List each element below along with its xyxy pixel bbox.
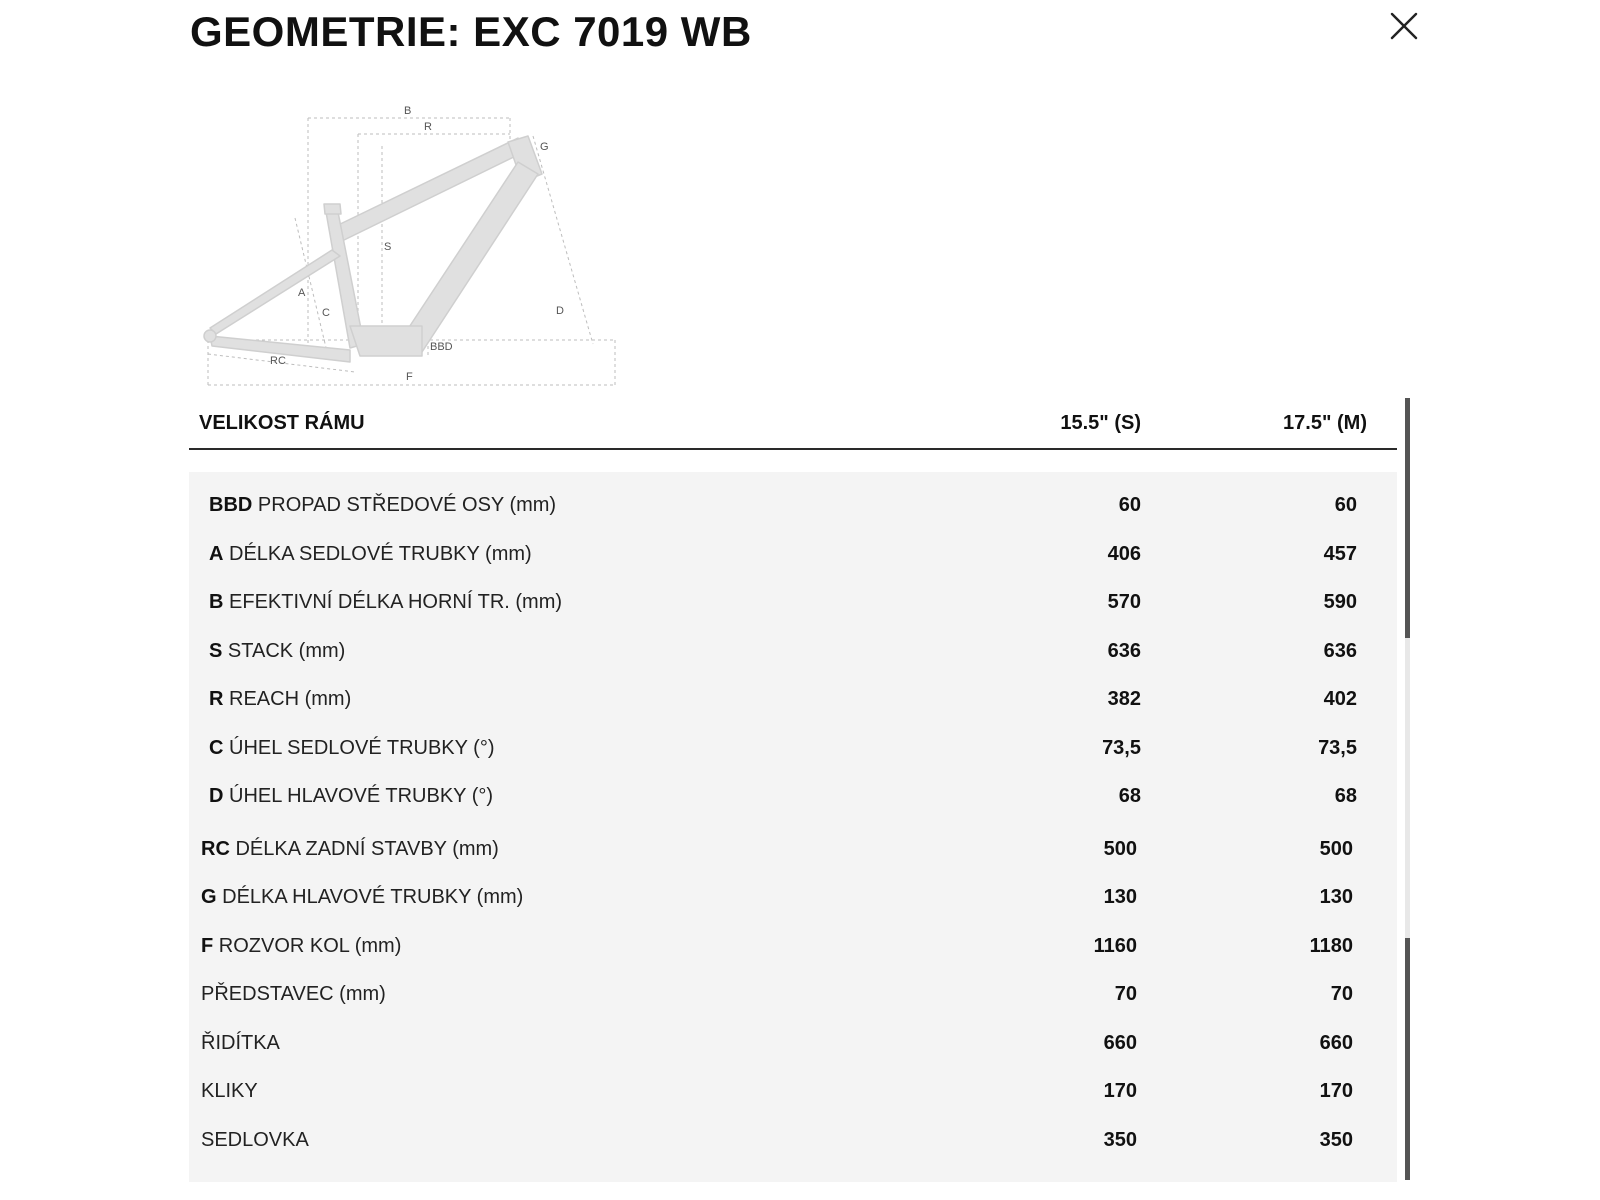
value-size-s: 1160: [1093, 934, 1137, 957]
value-size-m: 457: [1323, 542, 1357, 565]
row-label: [201, 886, 523, 909]
size-header-label: VELIKOST RÁMU: [199, 412, 365, 434]
row-title: DÉLKA HLAVOVÉ TRUBKY (mm): [222, 886, 524, 908]
table-row: [189, 676, 1397, 725]
row-code: R: [209, 688, 224, 710]
row-label: [201, 838, 499, 861]
value-size-m: 73,5: [1318, 736, 1357, 759]
table-row: [189, 482, 1397, 531]
scrollbar-thumb-secondary[interactable]: [1405, 938, 1410, 1180]
row-code: S: [209, 639, 223, 662]
row-label: [209, 591, 562, 614]
size-header-s: 15.5" (S): [1060, 412, 1141, 434]
geometry-table: [189, 472, 1397, 1182]
table-row: [189, 923, 1397, 972]
value-size-m: 500: [1319, 837, 1353, 860]
table-row: [189, 725, 1397, 774]
table-row: [189, 531, 1397, 580]
table-row: [189, 971, 1397, 1020]
value-size-m: 660: [1319, 1031, 1353, 1054]
row-code: G: [201, 886, 217, 908]
size-header-m: 17.5" (M): [1283, 412, 1367, 434]
value-size-m: 130: [1319, 886, 1353, 908]
diagram-label-a: A: [298, 287, 306, 299]
diagram-label-rc: RC: [270, 355, 286, 367]
row-title: DÉLKA ZADNÍ STAVBY (mm): [235, 837, 499, 860]
bike-frame-icon: [200, 100, 630, 400]
table-row: [189, 1117, 1397, 1166]
close-button[interactable]: [1386, 8, 1422, 44]
row-label: [209, 494, 556, 517]
row-title: DÉLKA SEDLOVÉ TRUBKY (mm): [229, 542, 532, 565]
row-label: [209, 737, 495, 760]
value-size-s: 660: [1103, 1031, 1137, 1054]
value-size-s: 636: [1107, 639, 1141, 662]
row-label: ŘIDÍTKA: [201, 1031, 280, 1054]
row-title: EFEKTIVNÍ DÉLKA HORNÍ TR. (mm): [229, 591, 563, 613]
value-size-m: 70: [1330, 983, 1353, 1005]
value-size-m: 60: [1334, 494, 1357, 516]
diagram-label-s: S: [384, 241, 392, 253]
value-size-s: 350: [1103, 1128, 1137, 1151]
diagram-label-d: D: [556, 305, 564, 317]
value-size-m: 68: [1334, 785, 1357, 807]
row-label: [209, 688, 351, 711]
row-code: A: [209, 542, 224, 565]
frame-geometry-diagram: [200, 100, 630, 400]
table-row: [189, 579, 1397, 628]
value-size-m: 636: [1323, 639, 1357, 662]
value-size-m: 350: [1319, 1128, 1353, 1151]
value-size-m: 170: [1319, 1080, 1353, 1102]
table-row: [189, 773, 1397, 822]
value-size-s: 382: [1107, 688, 1141, 710]
table-row: [189, 1068, 1397, 1117]
row-label: [209, 640, 345, 663]
diagram-label-r: R: [424, 121, 432, 133]
diagram-label-g: G: [540, 141, 549, 153]
row-code: BBD: [209, 494, 253, 516]
value-size-s: 406: [1107, 542, 1141, 565]
table-row: [189, 826, 1397, 875]
row-code: D: [209, 785, 224, 807]
diagram-label-bbd: BBD: [430, 341, 453, 353]
value-size-s: 60: [1118, 494, 1141, 516]
row-title: STACK (mm): [227, 639, 346, 662]
row-label: KLIKY: [201, 1080, 258, 1102]
row-label: SEDLOVKA: [201, 1128, 309, 1151]
table-row: [189, 874, 1397, 923]
value-size-s: 500: [1103, 837, 1137, 860]
diagram-label-f: F: [406, 371, 413, 383]
row-label: PŘEDSTAVEC (mm): [201, 983, 386, 1005]
diagram-label-c: C: [322, 307, 330, 319]
value-size-m: 402: [1323, 688, 1357, 710]
value-size-s: 130: [1103, 886, 1137, 908]
row-label: [209, 785, 493, 808]
scrollbar-thumb[interactable]: [1405, 398, 1410, 638]
row-title: PROPAD STŘEDOVÉ OSY (mm): [257, 494, 557, 516]
row-code: F: [201, 934, 214, 957]
diagram-label-b: B: [404, 105, 412, 117]
row-title: ROZVOR KOL (mm): [218, 934, 402, 957]
value-size-s: 570: [1107, 591, 1141, 613]
value-size-s: 73,5: [1102, 736, 1141, 759]
close-icon: [1386, 8, 1422, 44]
table-scrollbar[interactable]: [1405, 398, 1410, 1180]
value-size-s: 170: [1103, 1080, 1137, 1102]
value-size-m: 590: [1323, 591, 1357, 613]
row-label: [201, 935, 401, 958]
row-title: ÚHEL HLAVOVÉ TRUBKY (°): [229, 785, 494, 807]
value-size-s: 70: [1114, 983, 1137, 1005]
value-size-s: 68: [1118, 785, 1141, 807]
page-title: GEOMETRIE: EXC 7019 WB: [190, 8, 752, 55]
row-code: B: [209, 591, 224, 613]
table-row: [189, 1020, 1397, 1069]
value-size-m: 1180: [1309, 934, 1353, 957]
table-row: [189, 628, 1397, 677]
table-header: [189, 402, 1397, 450]
row-code: C: [209, 736, 224, 759]
row-title: REACH (mm): [229, 688, 352, 710]
row-code: RC: [201, 837, 230, 860]
row-title: ÚHEL SEDLOVÉ TRUBKY (°): [229, 736, 495, 759]
row-label: [209, 543, 532, 566]
